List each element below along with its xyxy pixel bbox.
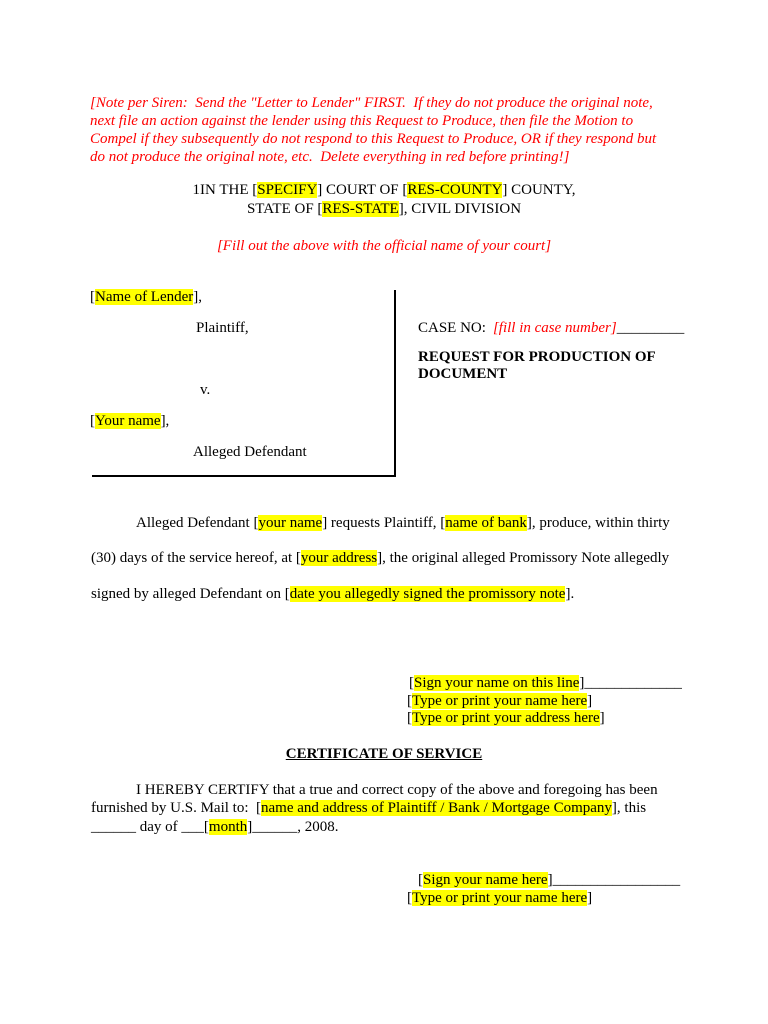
case-number-label: CASE NO: xyxy=(418,320,486,336)
bracket: [ xyxy=(407,693,412,709)
bracket: ] xyxy=(547,872,553,888)
printed-name-field: Type or print your name here xyxy=(412,890,588,906)
month-field: month xyxy=(208,819,248,835)
bracket: [ xyxy=(407,710,412,726)
lender-name-field: Name of Lender xyxy=(95,289,194,305)
printed-name-field: Type or print your name here xyxy=(412,693,588,709)
court-type-field: SPECIFY xyxy=(257,182,318,198)
court-instruction: [Fill out the above with the official name of your court] xyxy=(216,238,552,254)
body-text: ]______, 2008. xyxy=(247,819,339,835)
body-text: (30) days of the service hereof, at [ xyxy=(91,550,301,566)
caption-vertical-rule xyxy=(394,290,396,477)
heading-text: ] COUNTY, xyxy=(502,182,576,198)
defendant-label: Alleged Defendant xyxy=(193,444,307,460)
request-line-3 xyxy=(91,585,574,603)
court-heading-line-1 xyxy=(0,181,768,199)
case-number-instruction: [fill in case number] xyxy=(492,320,617,336)
heading-text: 1IN THE [ xyxy=(192,182,258,198)
certificate-line-2 xyxy=(91,799,646,817)
body-text: ]. xyxy=(565,586,575,602)
note-line-4: do not produce the original note, etc. Delete everything in red before printing!] xyxy=(90,149,570,165)
printed-address-line xyxy=(407,709,605,727)
certificate-printed-name-line xyxy=(407,889,592,907)
body-text: ______ day of ___[ xyxy=(91,819,209,835)
bracket: ] xyxy=(587,693,593,709)
signature-line xyxy=(409,674,682,692)
plaintiff-name-line xyxy=(90,288,202,306)
document-title-line-2: DOCUMENT xyxy=(418,366,508,382)
your-address-field: your address xyxy=(300,550,378,566)
printed-address-field: Type or print your address here xyxy=(412,710,600,726)
heading-text: ], CIVIL DIVISION xyxy=(398,201,522,217)
body-text: ], produce, within thirty xyxy=(526,515,670,531)
signature-field: Sign your name on this line xyxy=(414,675,580,691)
certificate-title: CERTIFICATE OF SERVICE xyxy=(285,746,483,762)
body-text: furnished by U.S. Mail to: [ xyxy=(91,800,261,816)
heading-text: STATE OF [ xyxy=(246,201,323,217)
caption-horizontal-rule xyxy=(92,475,396,477)
body-text: ], the original alleged Promissory Note allegedly xyxy=(377,550,670,566)
body-text: signed by alleged Defendant on [ xyxy=(91,586,290,602)
bracket: ] xyxy=(587,890,593,906)
bank-name-field: name of bank xyxy=(445,515,527,531)
bracket: ] xyxy=(579,675,585,691)
signature-field: Sign your name here xyxy=(423,872,548,888)
bracket: [ xyxy=(90,413,95,429)
court-heading-line-2 xyxy=(0,200,768,218)
bracket: [ xyxy=(418,872,423,888)
state-field: RES-STATE xyxy=(322,201,399,217)
signing-date-field: date you allegedly signed the promissory note xyxy=(289,586,566,602)
request-line-2 xyxy=(91,549,669,567)
heading-text: ] COURT OF [ xyxy=(317,182,408,198)
certificate-line-3 xyxy=(91,818,339,836)
signature-blank-line: _____________ xyxy=(584,675,682,691)
plaintiff-label: Plaintiff, xyxy=(196,320,249,336)
your-name-field: your name xyxy=(258,515,323,531)
printed-name-line xyxy=(407,692,592,710)
versus-label: v. xyxy=(200,382,211,398)
body-text: ], this xyxy=(611,800,647,816)
bracket: [ xyxy=(90,289,95,305)
note-line-3: Compel if they subsequently do not respond to this Request to Produce, OR if they respond but xyxy=(90,131,657,147)
request-line-1 xyxy=(136,514,670,532)
defendant-name-field: Your name xyxy=(95,413,161,429)
defendant-name-line xyxy=(90,412,169,430)
bracket: [ xyxy=(407,890,412,906)
case-number-blank: _________ xyxy=(616,320,685,336)
bracket: ], xyxy=(160,413,170,429)
case-number-line xyxy=(418,319,684,337)
county-field: RES-COUNTY xyxy=(407,182,503,198)
body-text: ] requests Plaintiff, [ xyxy=(322,515,446,531)
body-text: Alleged Defendant [ xyxy=(136,515,259,531)
certificate-line-1: I HEREBY CERTIFY that a true and correct copy of the above and foregoing has been xyxy=(136,782,658,798)
note-line-2: next file an action against the lender using this Request to Produce, then file the Motion to xyxy=(90,113,634,129)
certificate-signature-line xyxy=(418,871,680,889)
note-line-1: [Note per Siren: Send the "Letter to Lender" FIRST. If they do not produce the original note, xyxy=(90,95,653,111)
bracket: ] xyxy=(599,710,605,726)
bracket: [ xyxy=(409,675,414,691)
signature-blank-line: _________________ xyxy=(552,872,681,888)
document-title-line-1: REQUEST FOR PRODUCTION OF xyxy=(418,349,656,365)
plaintiff-address-field: name and address of Plaintiff / Bank / Mortgage Company xyxy=(261,800,612,816)
bracket: ], xyxy=(193,289,203,305)
